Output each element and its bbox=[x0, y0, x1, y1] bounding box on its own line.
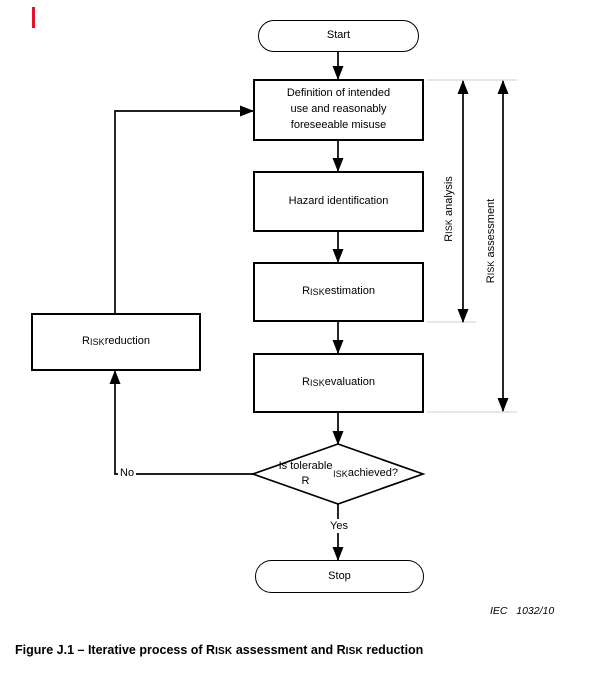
arrow-reduction-to-definition bbox=[115, 111, 253, 313]
figure-credit: IEC 1032/10 bbox=[490, 605, 555, 617]
arrow-no-to-reduction bbox=[115, 371, 253, 474]
node-definition: Definition of intended use and reasonably foreseeable misuse bbox=[253, 79, 424, 141]
bracket-label-risk-analysis: RISK analysis bbox=[443, 176, 455, 242]
node-decision-label: Is tolerable R ISK achieved? bbox=[278, 459, 398, 487]
node-start: Start bbox=[258, 20, 419, 52]
revision-bar bbox=[32, 7, 35, 28]
figure-caption: Figure J.1 – Iterative process of RISK assessment and RISK reduction bbox=[15, 643, 424, 657]
node-risk-reduction: R ISK reduction bbox=[31, 313, 201, 371]
node-hazard-identification: Hazard identification bbox=[253, 171, 424, 232]
node-risk-evaluation: R ISK evaluation bbox=[253, 353, 424, 413]
node-risk-estimation: R ISK estimation bbox=[253, 262, 424, 322]
node-stop: Stop bbox=[255, 560, 424, 593]
edge-label-no: No bbox=[120, 467, 135, 479]
edge-label-yes: Yes bbox=[324, 519, 354, 533]
bracket-label-risk-assessment: RISK assessment bbox=[485, 198, 497, 284]
